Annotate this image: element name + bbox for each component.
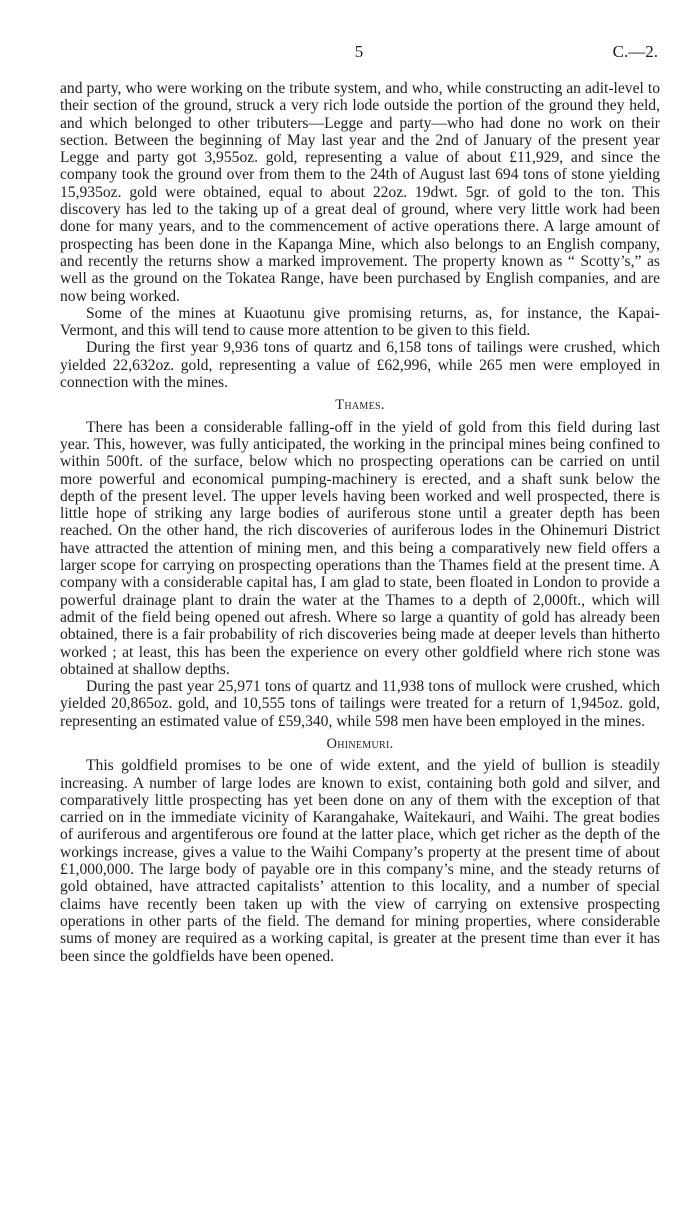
paragraph: During the past year 25,971 tons of quartz and 11,938 tons of mullock were crushed, which yielded 20,865oz. gold, and 10,555 tons of tailings were treated for a return of 1,945oz. gold, representing an estimated value of £59,340, while 598 men have been employed in the mines. [60, 678, 660, 730]
document-reference: C.—2. [612, 42, 658, 61]
paragraph: During the first year 9,936 tons of quartz and 6,158 tons of tailings were crushed, which yielded 22,632oz. gold, representing a value of £62,996, while 265 men were employed in connection with the mines. [60, 339, 660, 392]
section-heading-ohinemuri: Ohinemuri. [326, 735, 394, 752]
section-heading-thames: Thames. [335, 397, 385, 414]
body-text [60, 80, 660, 965]
paragraph: This goldfield promises to be one of wide extent, and the yield of bullion is steadily increasing. A number of large lodes are known to exist, containing both gold and silver, and comparatively little prospecting has yet been done on any of them with the exception of that carried on in the immediate vicinity of Karangahake, Waitekauri, and Waihi. The great bodies of auriferous and argentiferous ore found at the latter place, which get richer as the depth of the workings increase, gives a value to the Waihi Company’s property at the present time of about £1,000,000. The large body of payable ore in this company’s mine, and the steady returns of gold obtained, have attracted capitalists’ attention to this locality, and a number of special claims have recently been taken up with the view of carrying on extensive prospecting operations in other parts of the field. The demand for mining properties, where considerable sums of money are required as a working capital, is greater at the present time than ever it has been since the goldfields have been opened. [60, 757, 660, 965]
paragraph: There has been a considerable falling-off in the yield of gold from this field during last year. This, however, was fully anticipated, the working in the principal mines being confined to within 500ft. of the surface, below which no prospecting operations can be carried on until more powerful and economical pumping-machinery is erected, and a shaft sunk below the depth of the present level. The upper levels having been worked and well prospected, there is little hope of striking any large bodies of auriferous stone until a greater depth has been reached. On the other hand, the rich discoveries of auriferous lodes in the Ohinemuri District have attracted the attention of mining men, and this being a comparatively new field offers a larger scope for carrying on prospecting operations than the Thames field at the present time. A company with a considerable capital has, I am glad to state, been floated in London to provide a powerful drainage plant to drain the water at the Thames to a depth of 2,000ft., which will admit of the field being opened out afresh. Where so large a quantity of gold has already been obtained, there is a fair probability of rich discoveries being made at deeper levels than hitherto worked ; at least, this has been the experience on every other goldfield where rich stone was obtained at shallow depths. [60, 418, 660, 678]
page-number: 5 [354, 42, 364, 61]
paragraph: Some of the mines at Kuaotunu give promising returns, as, for instance, the Kapai-Vermont, and this will tend to cause more attention to be given to this field. [60, 304, 660, 340]
paragraph-continued: and party, who were working on the tribute system, and who, while constructing an adit-level to their section of the ground, struck a very rich lode outside the portion of the ground they held, and which belonged to other tributers—Legge and party—who had done no work on their section. Between the beginning of May last year and the 2nd of January of the present year Legge and party got 3,955oz. gold, representing a value of about £11,929, and since the company took the ground over from them to the 24th of August last 694 tons of stone yielding 15,935oz. gold were obtained, equal to about 22oz. 19dwt. 5gr. of gold to the ton. This discovery has led to the taking up of a great deal of ground, where very little work had been done for many years, and to the commencement of active operations there. A large amount of prospecting has been done in the Kapanga Mine, which also belongs to an English company, and recently the returns show a marked improvement. The property known as “ Scotty’s,” as well as the ground on the Tokatea Range, have been purchased by English companies, and are now being worked. [60, 80, 660, 305]
page-header [60, 42, 658, 66]
